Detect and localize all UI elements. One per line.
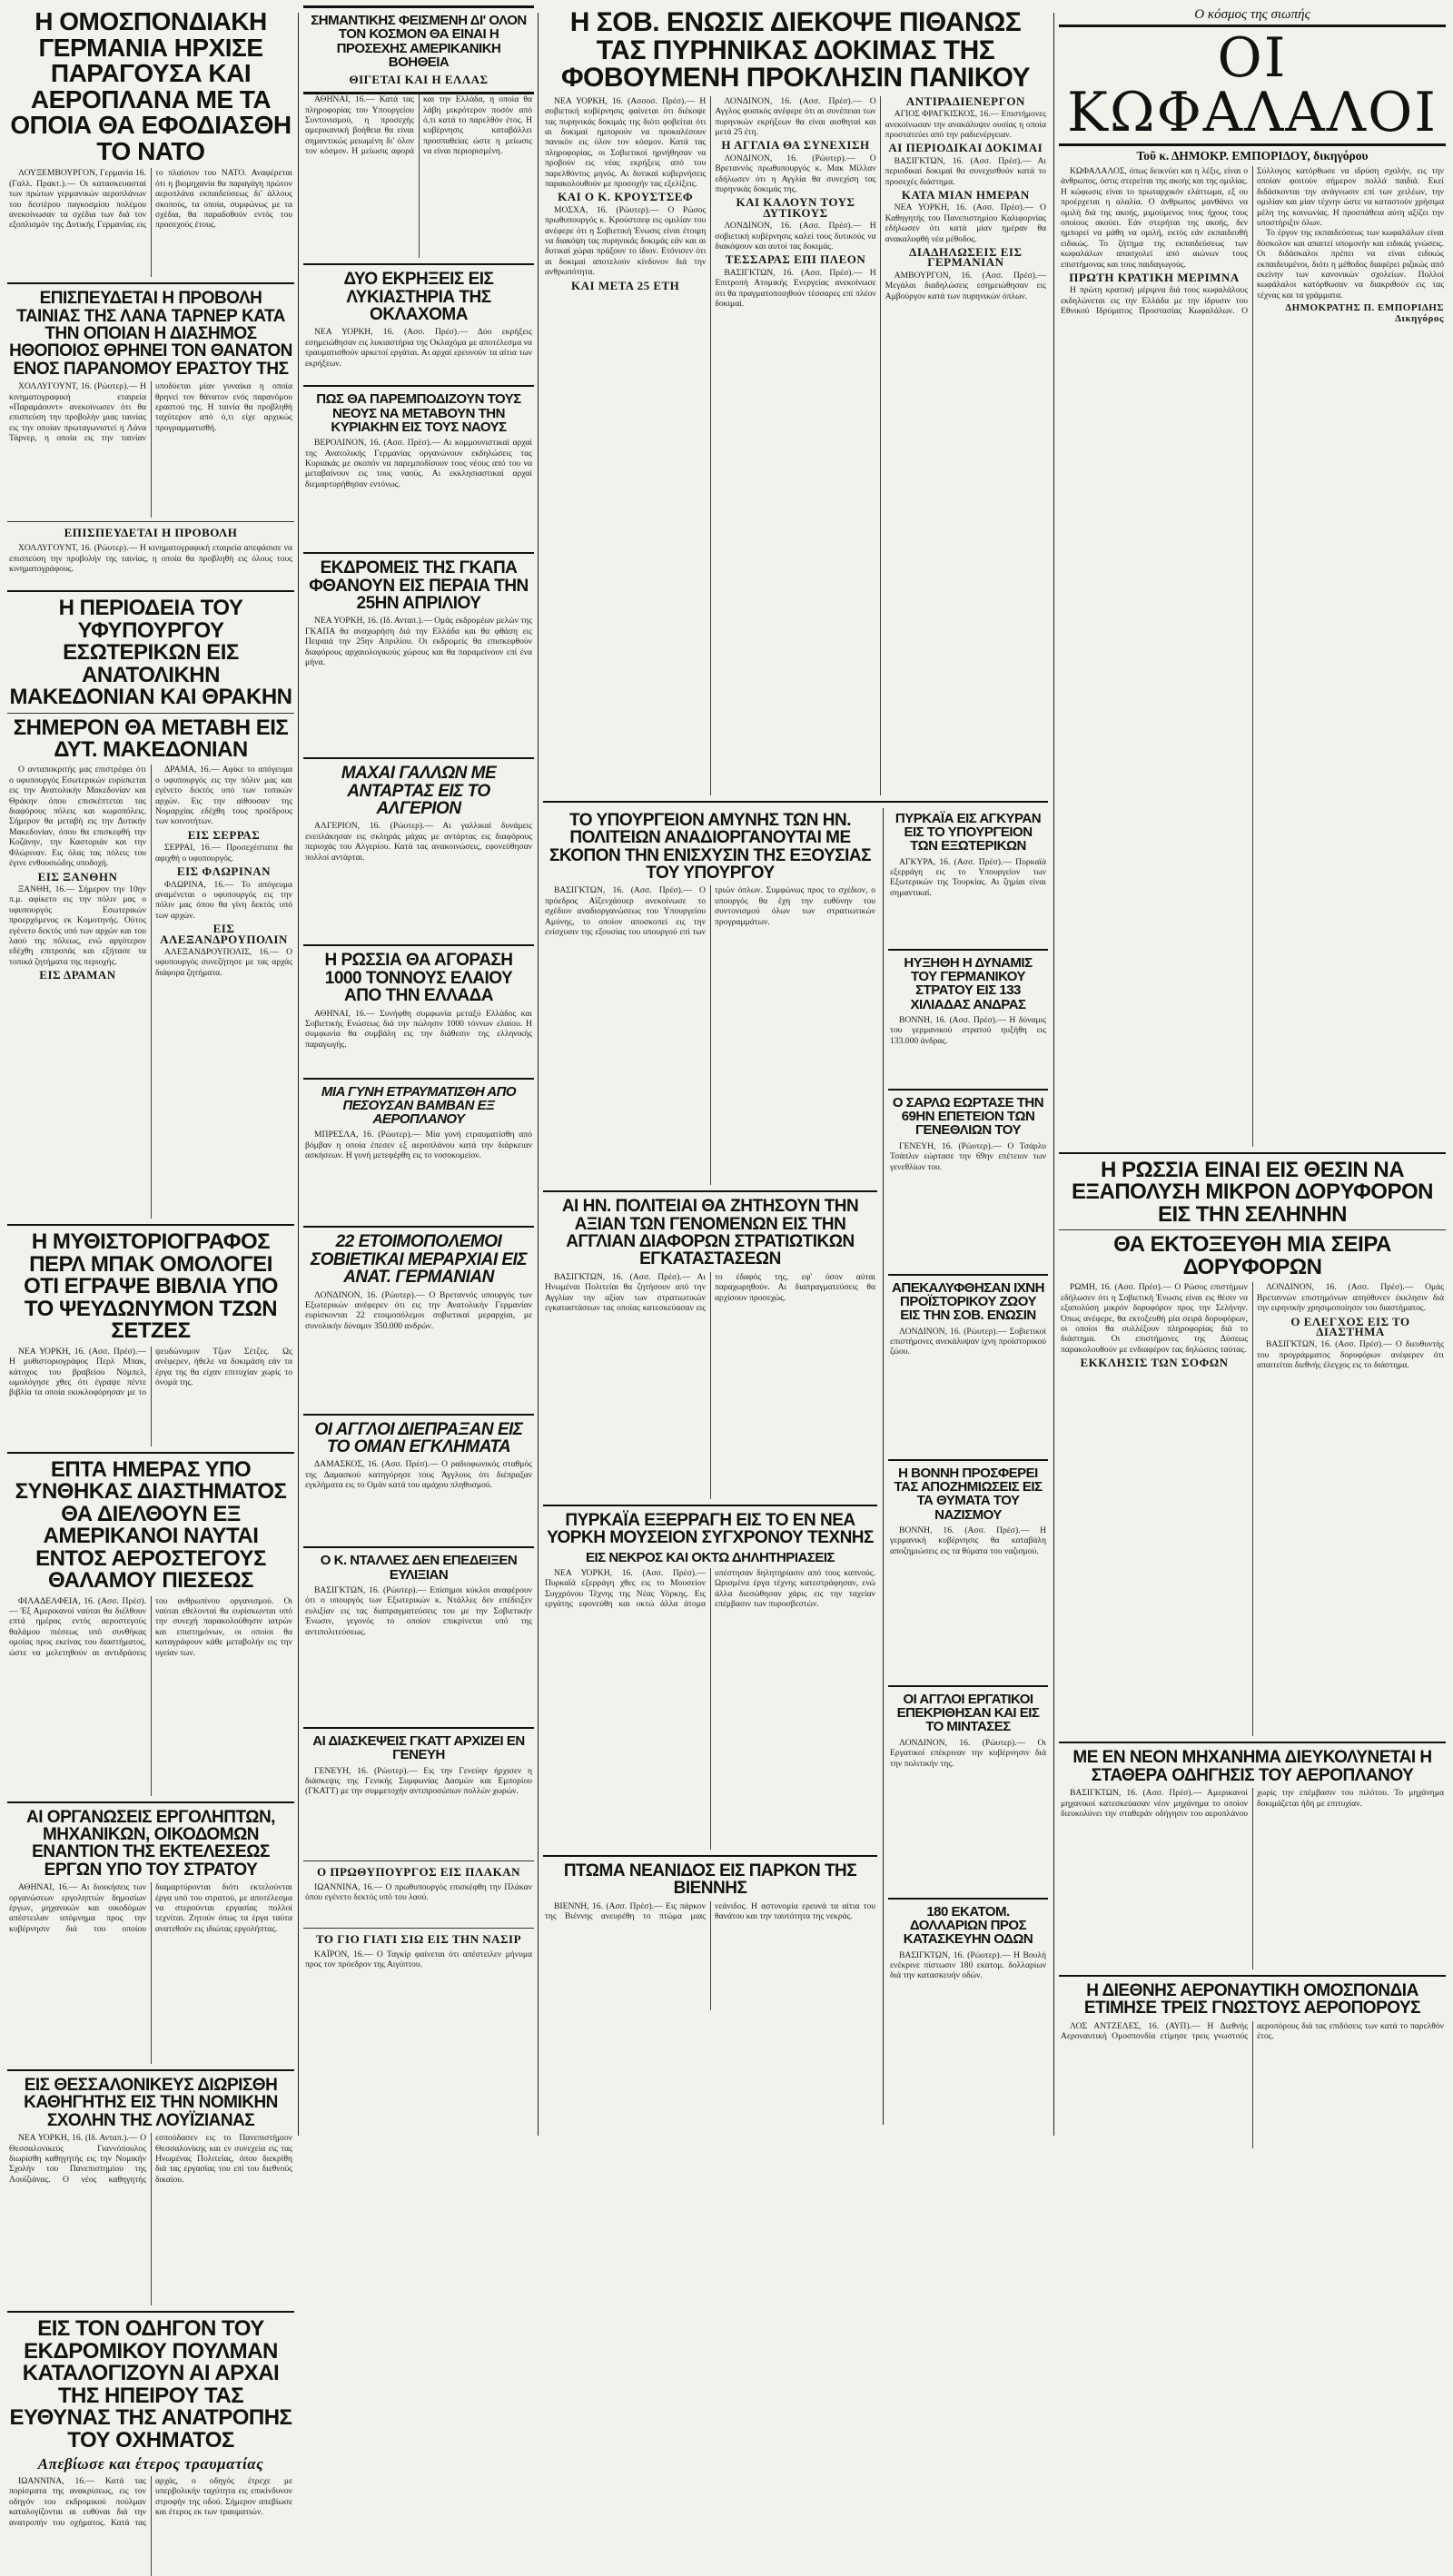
- headline-sailors-pressure-chamber: ΕΠΤΑ ΗΜΕΡΑΣ ΥΠΟ ΣΥΝΘΗΚΑΣ ΔΙΑΣΤΗΜΑΤΟΣ ΘΑ ΔΙΕΛΘΟΥΝ ΕΞ ΑΜΕΡΙΚΑΝΟΙ ΝΑΥΤΑΙ ΕΝΤΟΣ ΑΕΡΟΣΤΕΓΟΥΣ ΘΑΛΑΜΟΥ ΠΙΕΣΕΩΣ: [15, 1456, 287, 1594]
- column-rule: [1053, 13, 1054, 2136]
- feature-byline: Τοῦ κ. ΔΗΜΟΚΡ. ΕΜΠΟΡΙΔΟΥ, δικηγόρου: [1136, 149, 1369, 163]
- subheadline-bus-injured: Απεβίωσε και έτερος τραυματίας: [37, 2455, 264, 2473]
- headline-american-aid: ΣΗΜΑΝΤΙΚΗΣ ΦΕΙΣΜΕΝΗ ΔΙ' ΟΛΟΝ ΤΟΝ ΚΟΣΜΟΝ ΘΑ ΕΙΝΑΙ Η ΠΡΟΣΕΧΗΣ ΑΜΕΡΙΚΑΝΙΚΗ ΒΟΗΘΕΙΑ: [311, 13, 527, 70]
- article-germany-nato: ΛΟΥΞΕΜΒΟΥΡΓΟΝ, Γερμανία 16. (Γαλλ. Πρακτ.).— Οι κατασκευασταί των πρώτων γερμανικών αεροπλάνων του δευτέρου παγκοσμίου πολέμου ανεκοίνωσαν τα σχέδια των διά τον εξοπλισμόν της Δυτικής Γερμανίας εις το πλαίσιον του ΝΑΤΟ. Αναφέρεται ότι η βιομηχανία θα παραγάγη πρώτον αεροπλάνα εκπαιδεύσεως δι' άλλους σκοπούς, τα οποία, συμφώνως με τα σχέδια, θα παραδοθούν εντός του προσεχούς έτους.: [9, 168, 292, 231]
- headline-lana-turner: ΕΠΙΣΠΕΥΔΕΤΑΙ Η ΠΡΟΒΟΛΗ ΤΑΙΝΙΑΣ ΤΗΣ ΛΑΝΑ ΤΑΡΝΕΡ ΚΑΤΑ ΤΗΝ ΟΠΟΙΑΝ Η ΔΙΑΣΗΜΟΣ ΗΘΟΠΟΙΟΣ ΘΡΗΝΕΙ ΤΟΝ ΘΑΝΑΤΟΝ ΕΝΟΣ ΠΑΡΑΝΟΜΟΥ ΕΡΑΣΤΟΥ ΤΗΣ: [9, 289, 292, 379]
- headline-vienna-park: ΠΤΩΜΑ ΝΕΑΝΙΔΟΣ ΕΙΣ ΠΑΡΚΟΝ ΤΗΣ ΒΙΕΝΝΗΣ: [563, 1860, 857, 1899]
- column-3: [543, 5, 1048, 2125]
- article-new-autopilot: ΒΑΣΙΓΚΤΩΝ, 16. (Ασσ. Πρέσ).— Αμερικανοί μηχανικοί κατεσκεύασαν νέον μηχάνημα το οποίον διευκολύνει την σταθεράν οδήγησιν του αεροπλάνου χωρίς την επέμβασιν του πιλότου. Το μηχάνημα δοκιμάζεται ήδη με επιτυχίαν.: [1061, 1788, 1444, 1819]
- subhead-after-25-years: ΚΑΙ ΜΕΤΑ 25 ΕΤΗ: [571, 278, 680, 292]
- article-nasser: ΚΑΪΡΟΝ, 16.— Ο Ταγκίρ φαίνεται ότι απέστειλεν μήνυμα προς τον πρόεδρον της Αιγύπτου.: [305, 1949, 532, 1969]
- article-german-army-133000: ΒΟΝΝΗ, 16. (Ασσ. Πρέσ).— Η δύναμις του γερμανικού στρατού ηυξήθη εις 133.000 άνδρας.: [890, 1014, 1046, 1046]
- article-oman-crimes: ΔΑΜΑΣΚΟΣ, 16. (Ασσ. Πρέσ).— Ο ραδιοφωνικός σταθμός της Δαμασκού κατηγόρησε τους Άγγλους ότι διέπραξαν εγκλήματα εις το Ομάν κατά του αμάχου πληθυσμού.: [305, 1459, 532, 1491]
- subhead-nasser: ΤΟ ΓΙΟ ΓΙΑΤΙ ΣΙΩ ΕΙΣ ΤΗΝ ΝΑΣΙΡ: [315, 1931, 522, 1946]
- headline-gatt-geneva: ΑΙ ΔΙΑΣΚΕΨΕΙΣ ΓΚΑΤΤ ΑΡΧΙΖΕΙ ΕΝ ΓΕΝΕΥΗ: [312, 1732, 525, 1763]
- article-defense-reorganization: ΒΑΣΙΓΚΤΩΝ, 16. (Ασσ. Πρέσ).— Ο πρόεδρος Αϊζενχάουερ ανεκοίνωσε το σχέδιον αναδιοργανώσεως του Υπουργείου Αμύνης, το οποίον αποσκοπεί εις την ενίσχυσιν της εξουσίας του υπουργού επί των τριών όπλων. Συμφώνως προς το σχέδιον, ο υπουργός θα έχη την ευθύνην του συντονισμού όλων των στρατιωτικών προγραμμάτων.: [545, 885, 875, 937]
- headline-oklahoma-explosions: ΔΥΟ ΕΚΡΗΞΕΙΣ ΕΙΣ ΛΥΚΙΑΣΤΗΡΙΑ ΤΗΣ ΟΚΛΑΧΟΜΑ: [343, 270, 494, 324]
- column-rule: [298, 13, 299, 2136]
- article-american-aid: ΑΘΗΝΑΙ, 16.— Κατά τας πληροφορίας του Υπουργείου Συντονισμού, η προσεχής αμερικανική βοήθεια θα είναι σημαντικώς μειωμένη δι' όλον τον κόσμον. Η μείωσις αφορά και την Ελλάδα, η οποία θα λάβη μικρότερον ποσόν από ό,τι κατά το παρελθόν έτος. Η κυβέρνησις καταβάλλει προσπαθείας ώστε η μείωσις να είναι περιορισμένη.: [305, 94, 532, 157]
- article-ankara-fire: ΑΓΚΥΡΑ, 16. (Ασσ. Πρέσ).— Πυρκαϊά εξερράγη εις το Υπουργείον των Εξωτερικών της Τουρκίας. Αι ζημίαι είναι σημαντικαί.: [890, 856, 1046, 898]
- article-soviet-divisions: ΛΟΝΔΙΝΟΝ, 16. (Ρώυτερ).— Ο Βρεταννός υπουργός των Εξωτερικών ανέφερεν ότι εις την Ανατολικήν Γερμανίαν ευρίσκονται 22 ετοιμοπόλεμοι σοβιετικαί μεραρχίαι, με συνολικήν δύναμιν 350.000 ανδρών.: [305, 1289, 532, 1331]
- headline-oman-crimes: ΟΙ ΑΓΓΛΟΙ ΔΙΕΠΡΑΞΑΝ ΕΙΣ ΤΟ ΟΜΑΝ ΕΓΚΛΗΜΑΤΑ: [314, 1419, 523, 1456]
- subhead-anti-radioactive: ΑΝΤΙΡΑΔΙΕΝΕΡΓΟΝ: [905, 95, 1025, 108]
- feature-title-deaf-mute: ΟΙ ΚΩΦΑΛΑΛΟΙ: [1067, 26, 1438, 144]
- headline-labour-criticized: ΟΙ ΑΓΓΛΟΙ ΕΡΓΑΤΙΚΟΙ ΕΠΕΚΡΙΘΗΣΑΝ ΚΑΙ ΕΙΣ ΤΟ ΜΙΝΤΑΣΕΣ: [896, 1691, 1040, 1735]
- column-1: [7, 5, 294, 2576]
- subheadline-one-dead-eight-poisoned: ΕΙΣ ΝΕΚΡΟΣ ΚΑΙ ΟΚΤΩ ΔΗΛΗΤΗΡΙΑΣΕΙΣ: [585, 1549, 835, 1565]
- headline-gkapa-excursion: ΕΚΔΡΟΜΕΙΣ ΤΗΣ ΓΚΑΠΑ ΦΘΑΝΟΥΝ ΕΙΣ ΠΕΡΑΙΑ ΤΗΝ 25ΗΝ ΑΠΡΙΛΙΟΥ: [309, 558, 529, 613]
- headline-thessaloniki-professor: ΕΙΣ ΘΕΣΣΑΛΟΝΙΚΕΥΣ ΔΙΩΡΙΣΘΗ ΚΑΘΗΓΗΤΗΣ ΕΙΣ ΤΗΝ ΝΟΜΙΚΗΝ ΣΧΟΛΗΝ ΤΗΣ ΛΟΥΪΖΙΑΝΑΣ: [24, 2076, 278, 2130]
- headline-contractors-army-works: ΑΙ ΟΡΓΑΝΩΣΕΙΣ ΕΡΓΟΛΗΠΤΩΝ, ΜΗΧΑΝΙΚΩΝ, ΟΙΚΟΔΟΜΩΝ ΕΝΑΝΤΙΟΝ ΤΗΣ ΕΚΤΕΛΕΣΕΩΣ ΕΡΓΩΝ ΥΠΟ ΤΟΥ ΣΤΡΑΤΟΥ: [26, 1807, 275, 1880]
- subhead-four-more: ΤΕΣΣΑΡΑΣ ΕΠΙ ΠΛΕΟΝ: [725, 252, 866, 267]
- subhead-first-state-care: ΠΡΩΤΗ ΚΡΑΤΙΚΗ ΜΕΡΙΜΝΑ: [1069, 271, 1240, 285]
- article-prehistoric-animal: ΛΟΝΔΙΝΟΝ, 16. (Ρώυτερ).— Σοβιετικοί επιστήμονες ανεκάλυψαν ίχνη προϊστορικού ζώου.: [890, 1326, 1046, 1357]
- subhead-xanthi: ΕΙΣ ΞΑΝΘΗΝ: [37, 869, 118, 883]
- subhead-germany-demonstrations: ΔΙΑΔΗΛΩΣΕΙΣ ΕΙΣ ΓΕΡΜΑΝΙΑΝ: [909, 245, 1023, 270]
- article-bonn-compensation: ΒΟΝΝΗ, 16. (Ασσ. Πρέσ).— Η γερμανική κυβέρνησις θα καταβάλη αποζημιώσεις εις τα θύματα του ναζισμού.: [890, 1525, 1046, 1556]
- headline-moma-fire: ΠΥΡΚΑΪΑ ΕΞΕΡΡΑΓΗ ΕΙΣ ΤΟ ΕΝ ΝΕΑ ΥΟΡΚΗ ΜΟΥΣΕΙΟΝ ΣΥΓΧΡΟΝΟΥ ΤΕΧΝΗΣ: [547, 1510, 874, 1548]
- article-sailors-pressure-chamber: ΦΙΛΑΔΕΛΦΕΙΑ, 16. (Ασσ. Πρέσ).— Έξ Αμερικανοί ναύται θα διέλθουν επτά ημέρας εντός αεροστεγούς θαλάμου πιέσεως υπό συνθήκας ομοίας προς εκείνας του διαστήματος, ώστε να μελετηθούν αι αντιδράσεις του ανθρωπίνου οργανισμού. Οι ναύται εθελονταί θα ευρίσκωνται υπό την συνεχή παρακολούθησιν ιατρών και επιστημόνων, οι οποίοι θα καταγράφουν κάθε μεταβολήν εις την υγείαν των.: [9, 1595, 292, 1658]
- article-contractors-army-works: ΑΘΗΝΑΙ, 16.— Αι διοικήσεις των οργανώσεων εργοληπτών δημοσίων έργων, μηχανικών και οικοδόμων απέστειλαν υπόμνημα προς την κυβέρνησιν διά του οποίου διαμαρτύρονται διότι εκτελούνται έργα υπό του στρατού, με αποτέλεσμα να στερούνται εργασίας πολλοί τεχνίται. Ζητούν όπως τα έργα ταύτα ανατεθούν εις ιδιώτας εργολήπτας.: [9, 1882, 292, 1934]
- column-3-lower-right: [888, 808, 1048, 2059]
- headline-dulles-flexibility: Ο Κ. ΝΤΑΛΛΕΣ ΔΕΝ ΕΠΕΔΕΙΞΕΝ ΕΥΛΙΞΙΑΝ: [320, 1553, 518, 1583]
- subhead-khrushchev: ΚΑΙ Ο Κ. ΚΡΟΥΣΤΣΕΦ: [558, 190, 694, 204]
- article-russia-moon-satellite: ΡΩΜΗ, 16. (Ασσ. Πρέσ).— Ο Ρώσος επιστήμων εδήλωσεν ότι η Σοβιετική Ένωσις είναι εις θέσιν να εξαπολύση μικρόν δορυφόρον προς την Σελήνην. Όπως ανέφερε, θα εκτοξευθή μία σειρά δορυφόρων, οι οποίοι θα συλλέξουν πληροφορίας διά το διάστημα. Οι επιστήμονες της Δύσεως παρακολουθούν με ενδιαφέρον τας δηλώσεις ταύτας. ΕΚΚΛΗΣΙΣ ΤΩΝ ΣΟΦΩΝ ΛΟΝΔΙΝΟΝ, 16. (Ασσ. Πρέσ).— Ομάς Βρεταννών επιστημόνων απηύθυνεν έκκλησιν διά την ειρηνικήν χρησιμοποίησιν του διαστήματος. Ο ΕΛΕΓΧΟΣ ΕΙΣ ΤΟ ΔΙΑΣΤΗΜΑ ΒΑΣΙΓΚΤΩΝ, 16. (Ασσ. Πρέσ).— Ο διευθυντής του προγράμματος δορυφόρων ανέφερεν ότι απαιτείται διεθνής έλεγχος εις το διάστημα.: [1061, 1282, 1444, 1371]
- subheadline-series-of-satellites: ΘΑ ΕΚΤΟΞΕΥΘΗ ΜΙΑ ΣΕΙΡΑ ΔΟΡΥΦΟΡΩΝ: [1113, 1232, 1391, 1279]
- article-deputy-minister-tour: Ο ανταποκριτής μας επιστρέφει ότι ο υφυπουργός Εσωτερικών ευρίσκεται εις την Ανατολικήν Μακεδονίαν και Θράκην όπου επισκέπτεται τας διαφόρους πόλεις και κωμοπόλεις. Σήμερον θα μεταβή εις την Δυτικήν Μακεδονίαν, όπου θα επισκεφθή την Κοζάνην, την Καστοριάν και την Φλώριναν. Εις όλας τας πόλεις του έγινε ενθουσιώδης υποδοχή. ΕΙΣ ΞΑΝΘΗΝ ΞΑΝΘΗ, 16.— Σήμερον την 10ην π.μ. αφίκετο εις την πόλιν μας ο υφυπουργός Εσωτερικών προερχόμενος εκ Κομοτηνής. Ούτος εγένετο δεκτός υπό των αρχών και του λαού της πόλεως, ενώ αργότερον εδέχθη επιτροπάς και εξήτασε τα τοπικά ζητήματα της περιοχής. ΕΙΣ ΔΡΑΜΑΝ ΔΡΑΜΑ, 16.— Αφίκε το απόγευμα ο υφυπουργός εις την πόλιν μας και εγένετο δεκτός υπό των τοπικών αρχών. Εις την αίθουσαν της Νομαρχίας εδέχθη τους προέδρους των κοινοτήτων. ΕΙΣ ΣΕΡΡΑΣ ΣΕΡΡΑΙ, 16.— Προσεχέστατα θα αφιχθή ο υφυπουργός. ΕΙΣ ΦΛΩΡΙΝΑΝ ΦΛΩΡΙΝΑ, 16.— Το απόγευμα αναμένεται ο υφυπουργός εις την πόλιν μας όπου θα γίνη δεκτός υπό των αρχών. ΕΙΣ ΑΛΕΞΑΝΔΡΟΥΠΟΛΙΝ ΑΛΕΞΑΝΔΡΟΥΠΟΛΙΣ, 16.— Ο υφυπουργός συνεζήτησε με τας αρχάς διάφορα ζητήματα.: [9, 765, 292, 982]
- subheadline-west-macedonia: ΣΗΜΕΡΟΝ ΘΑ ΜΕΤΑΒΗ ΕΙΣ ΔΥΤ. ΜΑΚΕΔΟΝΙΑΝ: [13, 715, 289, 762]
- headline-prehistoric-animal: ΑΠΕΚΑΛΥΦΘΗΣΑΝ ΙΧΝΗ ΠΡΟΪΣΤΟΡΙΚΟΥ ΖΩΟΥ ΕΙΣ ΤΗΝ ΣΟΒ. ΕΝΩΣΙΝ: [892, 1279, 1044, 1324]
- subhead-call-westerners: ΚΑΙ ΚΑΛΟΥΝ ΤΟΥΣ ΔΥΤΙΚΟΥΣ: [736, 195, 855, 220]
- subhead-prime-minister-plaka: Ο ΠΡΩΘΥΠΟΥΡΓΟΣ ΕΙΣ ΠΛΑΚΑΝ: [316, 1864, 521, 1879]
- article-soviet-nuclear-tests: ΝΕΑ ΥΟΡΚΗ, 16. (Ασσοσ. Πρέσ).— Η σοβιετική κυβέρνησις φαίνεται ότι διέκοψε τας πυρηνικάς δοκιμάς της διότι φοβείται ότι αι δοκιμαί ημπορούν να προκαλέσουν πανικόν εις όλον τον κόσμον. Κατά τας πληροφορίας, οι Σοβιετικοί ηρνήθησαν να προβούν εις νέας εκρήξεις από του παρελθόντος μηνός. Αι δυτικαί κυβερνήσεις παρακολουθούν με προσοχήν τας εξελίξεις. ΚΑΙ Ο Κ. ΚΡΟΥΣΤΣΕΦ ΜΟΣΧΑ, 16. (Ρώυτερ).— Ο Ρώσος πρωθυπουργός κ. Κρούστσεφ εις ομιλίαν του ανέφερε ότι η Σοβιετική Ένωσις είναι έτοιμη να διακόψη τας πυρηνικάς δοκιμάς εάν και αι δυτικαί χώραι πράξουν το ίδιον. Ετόνισεν ότι αι δοκιμαί αποτελούν κίνδυνον διά την ανθρωπότητα. ΚΑΙ ΜΕΤΑ 25 ΕΤΗ ΛΟΝΔΙΝΟΝ, 16. (Ασσ. Πρέσ).— Ο Αγγλος φυσικός ανέφερε ότι αι συνέπειαι των πυρηνικών εκρήξεων θα είναι αισθηταί και μετά 25 έτη. Η ΑΓΓΛΙΑ ΘΑ ΣΥΝΕΧΙΣΗ ΛΟΝΔΙΝΟΝ, 16. (Ρώυτερ).— Ο Βρεταννός πρωθυπουργός κ. Μακ Μίλλαν εδήλωσεν ότι η Αγγλία θα συνεχίση τας πυρηνικάς δοκιμάς της. ΚΑΙ ΚΑΛΟΥΝ ΤΟΥΣ ΔΥΤΙΚΟΥΣ ΛΟΝΔΙΝΟΝ, 16. (Ασσ. Πρέσ).— Η σοβιετική κυβέρνησις καλεί τους δυτικούς να διακόψουν και αυτοί τας δοκιμάς. ΤΕΣΣΑΡΑΣ ΕΠΙ ΠΛΕΟΝ ΒΑΣΙΓΚΤΩΝ, 16. (Ασσ. Πρέσ).— Η Επιτροπή Ατομικής Ενεργείας ανεκοίνωσε ότι θα πραγματοποιηθούν τέσσαρες επί πλέον δοκιμαί. ΑΝΤΙΡΑΔΙΕΝΕΡΓΟΝ ΑΓΙΟΣ ΦΡΑΓΚΙΣΚΟΣ, 16.— Επιστήμονες ανεκοίνωσαν την ανακάλυψιν ουσίας η οποία προστατεύει από την ραδιενέργειαν. ΑΙ ΠΕΡΙΟΔΙΚΑΙ ΔΟΚΙΜΑΙ ΒΑΣΙΓΚΤΩΝ, 16. (Ασσ. Πρέσ).— Αι περιοδικαί δοκιμαί θα συνεχισθούν κατά το προσεχές διάστημα. ΚΑΤΑ ΜΙΑΝ ΗΜΕΡΑΝ ΝΕΑ ΥΟΡΚΗ, 16. (Ασσ. Πρέσ).— Ο Καθηγητής του Πανεπιστημίου Καλιφορνίας εδήλωσεν ότι κατά μίαν ημέραν θα ανακαλυφθή νέα μέθοδος. ΔΙΑΔΗΛΩΣΕΙΣ ΕΙΣ ΓΕΡΜΑΝΙΑΝ ΑΜΒΟΥΡΓΟΝ, 16. (Ασσ. Πρέσ).— Μεγάλαι διαδηλώσεις εσημειώθησαν εις Αμβούργον κατά των πυρηνικών όπλων.: [545, 95, 1046, 310]
- article-180-million-roads: ΒΑΣΙΓΚΤΩΝ, 16. (Ρώυτερ).— Η Βουλή ενέκρινε πίστωσιν 180 εκατομ. δολλαρίων διά την κατασκευήν οδών.: [890, 1949, 1046, 1981]
- article-gatt-geneva: ΓΕΝΕΥΗ, 16. (Ρώυτερ).— Εις την Γενεύην ήρχισεν η διάσκεψις της Γενικής Συμφωνίας Δασμών και Εμπορίου (ΓΚΑΤΤ) με την συμμετοχήν αντιπροσώπων πολλών χωρών.: [305, 1765, 532, 1797]
- column-4: [1059, 5, 1446, 2148]
- subhead-lana-turner: ΕΠΙΣΠΕΥΔΕΤΑΙ Η ΠΡΟΒΟΛΗ: [64, 526, 238, 540]
- headline-us-installations-england: ΑΙ ΗΝ. ΠΟΛΙΤΕΙΑΙ ΘΑ ΖΗΤΗΣΟΥΝ ΤΗΝ ΑΞΙΑΝ ΤΩΝ ΓΕΝΟΜΕΝΩΝ ΕΙΣ ΤΗΝ ΑΓΓΛΙΑΝ ΔΙΑΦΟΡΩΝ ΣΤΡΑΤΙΩΤΙΚΩΝ ΕΓΚΑΤΑΣΤΑΣΕΩΝ: [561, 1197, 859, 1269]
- headline-deputy-minister-tour: Η ΠΕΡΙΟΔΕΙΑ ΤΟΥ ΥΦΥΠΟΥΡΓΟΥ ΕΣΩΤΕΡΙΚΩΝ ΕΙΣ ΑΝΑΤΟΛΙΚΗΝ ΜΑΚΕΔΟΝΙΑΝ ΚΑΙ ΘΡΑΚΗΝ: [9, 596, 292, 710]
- headline-algeria-battles: ΜΑΧΑΙ ΓΑΛΛΩΝ ΜΕ ΑΝΤΑΡΤΑΣ ΕΙΣ ΤΟ ΑΛΓΕΡΙΟΝ: [341, 764, 497, 819]
- headline-woman-injured-bomb: ΜΙΑ ΓΥΝΗ ΕΤΡΑΥΜΑΤΙΣΘΗ ΑΠΟ ΠΕΣΟΥΣΑΝ ΒΑΜΒΑΝ ΕΞ ΑΕΡΟΠΛΑΝΟΥ: [321, 1083, 517, 1128]
- article-vienna-park: ΒΙΕΝΝΗ, 16. (Ασσ. Πρέσ).— Εις πάρκον της Βιέννης ανευρέθη το πτώμα μιας νεάνιδος. Η αστυνομία ερευνά τα αίτια του θανάτου και την ταυτότητα της νεκράς.: [545, 1900, 875, 1921]
- headline-aeronautical-federation: Η ΔΙΕΘΝΗΣ ΑΕΡΟΝΑΥΤΙΚΗ ΟΜΟΣΠΟΝΔΙΑ ΕΤΙΜΗΣΕ ΤΡΕΙΣ ΓΝΩΣΤΟΥΣ ΑΕΡΟΠΟΡΟΥΣ: [1083, 1981, 1421, 2018]
- subhead-florina: ΕΙΣ ΦΛΩΡΙΝΑΝ: [176, 864, 272, 879]
- article-lana-turner-2: ΧΟΛΛΥΓΟΥΝΤ, 16. (Ρώυτερ).— Η κινηματογραφική εταιρεία απεφάσισε να επισπεύση την προβολήν της ταινίας, η οποία θα προβληθή εις όλους τους κινηματογράφους.: [9, 543, 292, 574]
- article-woman-injured-bomb: ΜΠΡΕΣΛΑ, 16. (Ρώυτερ).— Μία γυνή ετραυματίσθη από βόμβαν η οποία έπεσεν εξ αεροπλάνου κατά την διάρκειαν ασκήσεων. Η γυνή μετεφέρθη εις το νοσοκομείον.: [305, 1130, 532, 1161]
- headline-bus-driver-epirus: ΕΙΣ ΤΟΝ ΟΔΗΓΟΝ ΤΟΥ ΕΚΔΡΟΜΙΚΟΥ ΠΟΥΛΜΑΝ ΚΑΤΑΛΟΓΙΖΟΥΝ ΑΙ ΑΡΧΑΙ ΤΗΣ ΗΠΕΙΡΟΥ ΤΑΣ ΕΥΘΥΝΑΣ ΤΗΣ ΑΝΑΤΡΟΠΗΣ ΤΟΥ ΟΧΗΜΑΤΟΣ: [9, 2316, 292, 2453]
- headline-youth-churches: ΠΩΣ ΘΑ ΠΑΡΕΜΠΟΔΙΖΟΥΝ ΤΟΥΣ ΝΕΟΥΣ ΝΑ ΜΕΤΑΒΟΥΝ ΤΗΝ ΚΥΡΙΑΚΗΝ ΕΙΣ ΤΟΥΣ ΝΑΟΥΣ: [316, 391, 521, 435]
- article-lana-turner: ΧΟΛΛΥΓΟΥΝΤ, 16. (Ρώυτερ).— Η κινηματογραφική εταιρεία «Παραμάουντ» ανεκοίνωσεν ότι θα επισπεύση την προβολήν μιας ταινίας εις την οποίαν πρωταγωνιστεί η Λάνα Τάρνερ, η οποία εις την ταινίαν υποδύεται μίαν γυναίκα η οποία θρηνεί τον θάνατον ενός παρανόμου εραστού της. Η ταινία θα προβληθή ταχύτερον από ό,τι είχε αρχικώς προγραμματισθή.: [9, 381, 292, 444]
- article-russia-olive-oil: ΑΘΗΝΑΙ, 16.— Συνήφθη συμφωνία μεταξύ Ελλάδος και Σοβιετικής Ενώσεως διά την πώλησιν 1000 τόννων ελαίου. Η συμφωνία θα συμβάλη εις την διάθεσιν της ελληνικής παραγωγής.: [305, 1008, 532, 1050]
- article-deaf-mute: ΚΩΦΑΛΑΛΟΣ, όπως δεικνύει και η λέξις, είναι ο άνθρωπος, όστις στερείται της ακοής και της ομιλίας. Η κώφωσις είναι το πρωταρχικόν ελάττωμα, εξ ου προέρχεται η αλαλία. Ο άνθρωπος μανθάνει να ομιλή διά της ακοής, μιμούμενος τους ήχους τους οποίους ακούει. Εάν στερήται της ακοής, δεν ημπορεί να μάθη να ομιλή, εκτός εάν εκπαιδευθή ειδικώς. Το ζήτημα της εκπαιδεύσεως των κωφαλάλων απασχολεί από αιώνων τους επιστήμονας και τους παιδαγωγούς. ΠΡΩΤΗ ΚΡΑΤΙΚΗ ΜΕΡΙΜΝΑ Η πρώτη κρατική μέριμνα διά τους κωφαλάλους εκδηλώνεται εις την Ελλάδα με την ίδρυσιν του Εθνικού Ιδρύματος Προστασίας Κωφαλάλων. Ο Σύλλογος κατόρθωσε να ιδρύση σχολήν, εις την οποίαν φοιτούν σήμερον πολλά παιδιά. Εκεί διδάσκονται την ανάγνωσιν επί των χειλέων, την ομιλίαν και μίαν τέχνην ώστε να καταστούν χρήσιμα μέλη της κοινωνίας. Η προσπάθεια αύτη αξίζει την υποστήριξιν όλων. Το έργον της εκπαιδεύσεως των κωφαλάλων είναι δύσκολον και απαιτεί υπομονήν και ειδικάς γνώσεις. Οι διδάσκαλοι πρέπει να είναι ειδικώς εκπαιδευμένοι, διότι η μέθοδος διαφέρει ριζικώς από εκείνην των κανονικών σχολείων. Πολλοί κωφάλαλοι κατόρθωσαν να διακριθούν εις τας τέχνας και τα γράμματα. ΔΗΜΟΚΡΑΤΗΣ Π. ΕΜΠΟΡΙΔΗΣ Δικηγόρος: [1061, 166, 1444, 324]
- article-thessaloniki-professor: ΝΕΑ ΥΟΡΚΗ, 16. (Ιδ. Ανταπ.).— Ο Θεσσαλονικεύς Γιαννόπουλος διωρίσθη καθηγητής εις την Νομικήν Σχολήν του Πανεπιστημίου της Λουϊζιάνας. Ο νέος καθηγητής εσπούδασεν εις το Πανεπιστήμιον Θεσσαλονίκης και εν συνεχεία εις τας Ηνωμένας Πολιτείας, όπου διεκρίθη διά τας εργασίας του επί του διεθνούς δικαίου.: [9, 2133, 292, 2185]
- headline-soviet-divisions: 22 ΕΤΟΙΜΟΠΟΛΕΜΟΙ ΣΟΒΙΕΤΙΚΑΙ ΜΕΡΑΡΧΙΑΙ ΕΙΣ ΑΝΑΤ. ΓΕΡΜΑΝΙΑΝ: [310, 1232, 528, 1288]
- subhead-space-control: Ο ΕΛΕΓΧΟΣ ΕΙΣ ΤΟ ΔΙΑΣΤΗΜΑ: [1290, 1314, 1410, 1338]
- article-algeria-battles: ΑΛΓΕΡΙΟΝ, 16. (Ρώυτερ).— Αι γαλλικαί δυνάμεις ενεπλάκησαν εις σκληράς μάχας με αντάρτας εις διαφόρους περιοχάς του Αλγερίου. Κατά τας ανακοινώσεις, εφονεύθησαν πολλοί αντάρται.: [305, 821, 532, 863]
- article-labour-criticized: ΛΟΝΔΙΝΟΝ, 16. (Ρώυτερ).— Οι Εργατικοί επέκριναν την κυβέρνησιν διά την πολιτικήν της.: [890, 1737, 1046, 1769]
- series-label: Ο κόσμος της σιωπής: [1194, 7, 1310, 22]
- headline-pearl-buck: Η ΜΥΘΙΣΤΟΡΙΟΓΡΑΦΟΣ ΠΕΡΛ ΜΠΑΚ ΟΜΟΛΟΓΕΙ ΟΤΙ ΕΓΡΑΨΕ ΒΙΒΛΙΑ ΥΠΟ ΤΟ ΨΕΥΔΩΝΥΜΟΝ ΤΖΩΝ ΣΕΤΖΕΣ: [24, 1229, 278, 1344]
- article-chaplin-birthday: ΓΕΝΕΥΗ, 16. (Ρώυτερ).— Ο Τσάρλυ Τσάπλιν εώρτασε την 69ην επέτειον των γενεθλίων του.: [890, 1140, 1046, 1172]
- headline-180-million-roads: 180 ΕΚΑΤΟΜ. ΔΟΛΛΑΡΙΩΝ ΠΡΟΣ ΚΑΤΑΣΚΕΥΗΝ ΟΔΩΝ: [903, 1903, 1033, 1948]
- subhead-scientists-appeal: ΕΚΚΛΗΣΙΣ ΤΩΝ ΣΟΦΩΝ: [1080, 1356, 1229, 1370]
- headline-ankara-fire: ΠΥΡΚΑΪΑ ΕΙΣ ΑΓΚΥΡΑΝ ΕΙΣ ΤΟ ΥΠΟΥΡΓΕΙΟΝ ΤΩΝ ΕΞΩΤΕΡΙΚΩΝ: [895, 810, 1042, 854]
- subhead-one-day: ΚΑΤΑ ΜΙΑΝ ΗΜΕΡΑΝ: [901, 188, 1030, 202]
- subhead-alexandroupoli: ΕΙΣ ΑΛΕΞΑΝΔΡΟΥΠΟΛΙΝ: [160, 922, 288, 946]
- article-pearl-buck: ΝΕΑ ΥΟΡΚΗ, 16. (Ασσ. Πρέσ).— Η μυθιστοριογράφος Περλ Μπακ, κάτοχος του βραβείου Νόμπελ, ωμολόγησε χθες ότι έγραψε πέντε βιβλία τα οποία εκυκλοφόρησαν με το ψευδώνυμον Τζων Σέτζες. Ως ανέφερεν, ήθελε να δοκιμάση εάν τα έργα της θα είχαν επιτυχίαν χωρίς το όνομά της.: [9, 1346, 292, 1398]
- article-bus-driver-epirus: ΙΩΑΝΝΙΝΑ, 16.— Κατά τας πορίσματα της ανακρίσεως, εις τον οδηγόν του εκδρομικού πούλμαν καταλογίζονται αι ευθύναι διά την ανατροπήν του οχήματος. Κατά τας αρχάς, ο οδηγός έτρεχε με υπερβολικήν ταχύτητα εις επικίνδυνον στροφήν της οδού. Σήμερον απεβίωσε και έτερος εκ των τραυματιών.: [9, 2476, 292, 2528]
- subhead-periodic-tests: ΑΙ ΠΕΡΙΟΔΙΚΑΙ ΔΟΚΙΜΑΙ: [888, 141, 1043, 155]
- headline-chaplin-birthday: Ο ΣΑΡΛΩ ΕΩΡΤΑΣΕ ΤΗΝ 69ΗΝ ΕΠΕΤΕΙΟΝ ΤΩΝ ΓΕΝΕΘΛΙΩΝ ΤΟΥ: [892, 1094, 1044, 1139]
- article-aeronautical-federation: ΛΟΣ ΑΝΤΖΕΛΕΣ, 16. (ΑΥΠ).— Η Διεθνής Αεροναυτική Ομοσπονδία ετίμησε τρεις γνωστούς αεροπόρους διά τας επιδόσεις των κατά το παρελθόν έτος.: [1061, 2020, 1444, 2042]
- subheadline-greece-affected: ΘΙΓΕΤΑΙ ΚΑΙ Η ΕΛΛΑΣ: [349, 73, 489, 87]
- headline-soviet-nuclear-tests: Η ΣΟΒ. ΕΝΩΣΙΣ ΔΙΕΚΟΨΕ ΠΙΘΑΝΩΣ ΤΑΣ ΠΥΡΗΝΙΚΑΣ ΔΟΚΙΜΑΣ ΤΗΣ ΦΟΒΟΥΜΕΝΗ ΠΡΟΚΛΗΣΙΝ ΠΑΝΙΚΟΥ: [560, 7, 1031, 94]
- article-prime-minister-plaka: ΙΩΑΝΝΙΝΑ, 16.— Ο πρωθυπουργός επισκέφθη την Πλάκαν όπου εγένετο δεκτός υπό του λαού.: [305, 1881, 532, 1902]
- headline-bonn-compensation: Η ΒΟΝΝΗ ΠΡΟΣΦΕΡΕΙ ΤΑΣ ΑΠΟΖΗΜΙΩΣΕΙΣ ΕΙΣ ΤΑ ΘΥΜΑΤΑ ΤΟΥ ΝΑΖΙΣΜΟΥ: [894, 1465, 1043, 1523]
- column-3-lower-left: [543, 808, 877, 2010]
- headline-germany-nato: Η ΟΜΟΣΠΟΝΔΙΑΚΗ ΓΕΡΜΑΝΙΑ ΗΡΧΙΣΕ ΠΑΡΑΓΟΥΣΑ ΚΑΙ ΑΕΡΟΠΛΑΝΑ ΜΕ ΤΑ ΟΠΟΙΑ ΘΑ ΕΦΟΔΙΑΣΘΗ ΤΟ ΝΑΤΟ: [10, 7, 292, 165]
- headline-russia-moon-satellite: Η ΡΩΣΣΙΑ ΕΙΝΑΙ ΕΙΣ ΘΕΣΙΝ ΝΑ ΕΞΑΠΟΛΥΣΗ ΜΙΚΡΟΝ ΔΟΡΥΦΟΡΟΝ ΕΙΣ ΤΗΝ ΣΕΛΗΝΗΝ: [1072, 1158, 1433, 1227]
- headline-defense-reorganization: ΤΟ ΥΠΟΥΡΓΕΙΟΝ ΑΜΥΝΗΣ ΤΩΝ ΗΝ. ΠΟΛΙΤΕΙΩΝ ΑΝΑΔΙΟΡΓΑΝΟΥΤΑΙ ΜΕ ΣΚΟΠΟΝ ΤΗΝ ΕΝΙΣΧΥΣΙΝ ΤΗΣ ΕΞΟΥΣΙΑΣ ΤΟΥ ΥΠΟΥΡΓΟΥ: [549, 810, 872, 883]
- article-youth-churches: ΒΕΡΟΛΙΝΟΝ, 16. (Ασσ. Πρέσ).— Αι κομμουνιστικαί αρχαί της Ανατολικής Γερμανίας οργανώνουν εκδηλώσεις τας Κυριακάς με σκοπόν να παρεμποδίσουν τους νέους από του να μεταβαίνουν εις τους ναούς. Αι εκκλησιαστικαί αρχαί διεμαρτυρήθησαν εντόνως.: [305, 438, 532, 489]
- article-us-installations-england: ΒΑΣΙΓΚΤΩΝ, 16. (Ασσ. Πρέσ).— Αι Ηνωμέναι Πολιτείαι θα ζητήσουν από την Αγγλίαν την αξίαν των στρατιωτικών εγκαταστάσεων τας οποίας κατεσκεύασαν εις το έδαφός της, εφ' όσον αύται παραχωρηθούν. Αι διαπραγματεύσεις θα αρχίσουν προσεχώς.: [545, 1271, 875, 1313]
- article-dulles-flexibility: ΒΑΣΙΓΚΤΩΝ, 16. (Ρώυτερ).— Επίσημοι κύκλοι αναφέρουν ότι ο υπουργός των Εξωτερικών κ. Ντάλλες δεν επέδειξεν ευλιξίαν εις τας διαπραγματεύσεις του με την Σοβιετικήν Ένωσιν, γεγονός το οποίον επικρίνεται υπό της αντιπολιτεύσεως.: [305, 1584, 532, 1637]
- subhead-drama: ΕΙΣ ΔΡΑΜΑΝ: [39, 968, 116, 982]
- headline-new-autopilot: ΜΕ ΕΝ ΝΕΟΝ ΜΗΧΑΝΗΜΑ ΔΙΕΥΚΟΛΥΝΕΤΑΙ Η ΣΤΑΘΕΡΑ ΟΔΗΓΗΣΙΣ ΤΟΥ ΑΕΡΟΠΛΑΝΟΥ: [1072, 1748, 1432, 1785]
- column-rule: [538, 13, 539, 2136]
- article-gkapa-excursion: ΝΕΑ ΥΟΡΚΗ, 16. (Ιδ. Ανταπ.).— Ομάς εκδρομέων μελών της ΓΚΑΠΑ θα αναχωρήση διά την Ελλάδα και θα φθάση εις Πειραιά την 25ην Απριλίου. Οι εκδρομείς θα επισκεφθούν διαφόρους αρχαιολογικούς χώρους και θα παραμείνουν επί ένα μήνα.: [305, 616, 532, 667]
- subhead-serres: ΕΙΣ ΣΕΡΡΑΣ: [187, 827, 261, 842]
- headline-russia-olive-oil: Η ΡΩΣΣΙΑ ΘΑ ΑΓΟΡΑΣΗ 1000 ΤΟΝΝΟΥΣ ΕΛΑΙΟΥ ΑΠΟ ΤΗΝ ΕΛΛΑΔΑ: [324, 951, 513, 1006]
- feature-signature: ΔΗΜΟΚΡΑΤΗΣ Π. ΕΜΠΟΡΙΔΗΣ Δικηγόρος: [1285, 302, 1444, 324]
- column-2: [303, 5, 534, 1986]
- subhead-england-continues: Η ΑΓΓΛΙΑ ΘΑ ΣΥΝΕΧΙΣΗ: [721, 138, 870, 153]
- headline-german-army-133000: ΗΥΞΗΘΗ Η ΔΥΝΑΜΙΣ ΤΟΥ ΓΕΡΜΑΝΙΚΟΥ ΣΤΡΑΤΟΥ ΕΙΣ 133 ΧΙΛΙΑΔΑΣ ΑΝΔΡΑΣ: [904, 954, 1033, 1012]
- article-moma-fire: ΝΕΑ ΥΟΡΚΗ, 16. (Ασσ. Πρέσ).— Πυρκαϊά εξερράγη χθες εις το Μουσείον Συγχρόνου Τέχνης της Νέας Υόρκης. Εις εργάτης εφονεύθη και οκτώ άλλα άτομα υπέστησαν δηλητηρίασιν από τους καπνούς. Ωρισμένα έργα τέχνης κατεστράφησαν, ενώ άλλα διεσώθησαν χάρις εις την ταχείαν επέμβασιν των πυροσβεστών.: [545, 1567, 875, 1610]
- article-oklahoma-explosions: ΝΕΑ ΥΟΡΚΗ, 16. (Ασσ. Πρέσ).— Δύο εκρήξεις εσημειώθησαν εις λυκιαστήρια της Οκλαχόμα με αποτέλεσμα να τραυματισθούν αρκετοί εργάται. Αι αρχαί ερευνούν τα αίτια των εκρήξεων.: [305, 327, 532, 369]
- newspaper-page: [7, 5, 1446, 2528]
